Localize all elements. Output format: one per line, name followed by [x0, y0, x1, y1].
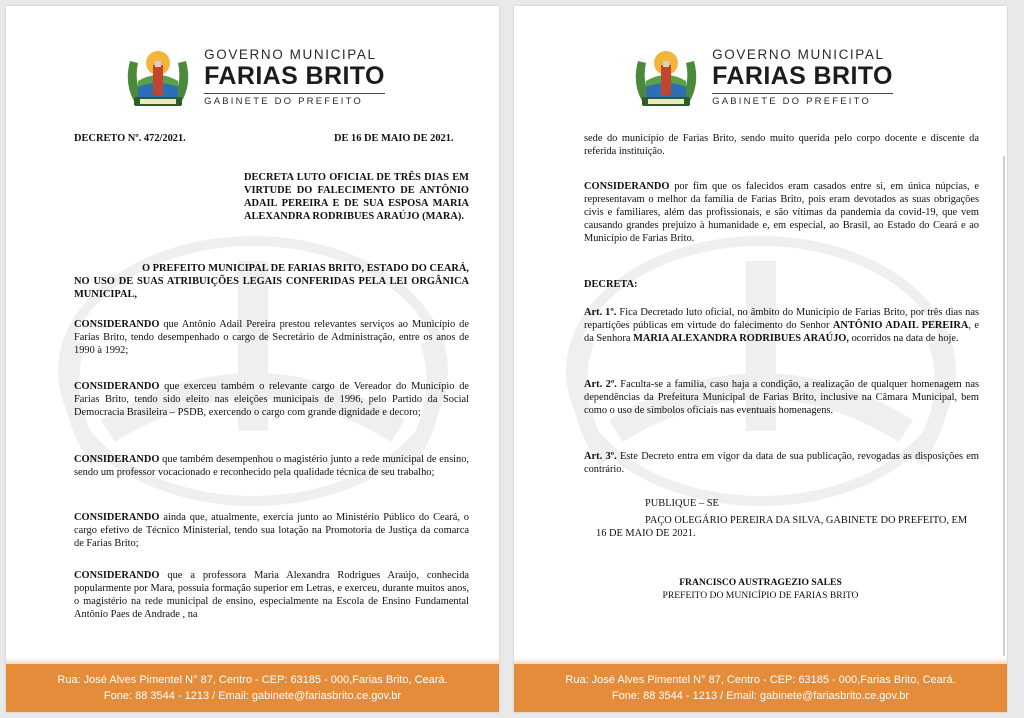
place-and-date: PAÇO OLEGÁRIO PEREIRA DA SILVA, GABINETE DO PREFEITO, EM 16 DE MAIO DE 2021.: [596, 515, 968, 539]
considerando-2: CONSIDERANDO que exerceu também o relevante cargo de Vereador do Município de Farias Brito, tendo sido eleito nas eleições municipais de 1996, pelo Partido da Social Democracia Brasileira – PSDB, exercendo o cargo com grande dignidade e decoro;: [74, 381, 469, 418]
footer-contact: Fone: 88 3544 - 1213 / Email: gabinete@fariasbrito.ce.gov.br: [611, 690, 910, 702]
letterhead-government: GOVERNO MUNICIPAL: [204, 47, 377, 62]
considerando-3: CONSIDERANDO que também desempenhou o magistério junto a rede municipal de ensino, sendo um professor vocacionado e reconhecido pela qualidade técnica de seu trabalho;: [74, 454, 469, 478]
letterhead-office: GABINETE DO PREFEITO: [204, 95, 364, 107]
decree-number: DECRETO Nº. 472/2021.: [74, 133, 186, 144]
footer-address: Rua: José Alves Pimentel N° 87, Centro - CEP: 63185 - 000,Farias Brito, Ceará.: [57, 674, 448, 686]
considerando-4: CONSIDERANDO ainda que, atualmente, exercia junto ao Ministério Público do Ceará, o cargo efetivo de Técnico Ministerial, tendo sua lotação na Promotoria de Justiça da comarca de Farias Brito;: [74, 512, 469, 549]
considerando-5-continuation: sede do município de Farias Brito, sendo muito querida pelo corpo docente e discente da referida instituição.: [584, 133, 979, 157]
footer: [514, 664, 1007, 712]
considerando-1: CONSIDERANDO que Antônio Adail Pereira prestou relevantes serviços ao Município de Farias Brito, tendo desempenhado o cargo de Secretário de Administração, entre os anos de 1990 à 1992;: [74, 319, 469, 356]
article-2: Art. 2º. Faculta-se a família, caso haja a condição, a realização de qualquer homenagem nas dependências da Prefeitura Municipal de Farias Brito, inclusive na Câmara Municipal, bem como o uso de símbolos oficiais nas eventuais homenagens.: [584, 379, 980, 416]
article-1: Art. 1º. Fica Decretado luto oficial, no âmbito do Município de Farias Brito, por três dias nas repartições públicas em virtude do falecimento do Senhor ANTÔNIO ADAIL PEREIRA, e da Senhora MARIA ALEXANDRA RODRIBUES ARAÚJO, ocorridos na data de hoje.: [584, 307, 979, 344]
footer-contact: Fone: 88 3544 - 1213 / Email: gabinete@fariasbrito.ce.gov.br: [103, 690, 402, 702]
letterhead-government: GOVERNO MUNICIPAL: [712, 47, 885, 62]
footer: [6, 664, 499, 712]
decree-ementa: DECRETA LUTO OFICIAL DE TRÊS DIAS EM VIRTUDE DO FALECIMENTO DE ANTÔNIO ADAIL PEREIRA E DE SUA ESPOSA MARIA ALEXANDRA RODRIBUES ARAÚJO (MARA).: [244, 172, 469, 222]
decree-date: DE 16 DE MAIO DE 2021.: [334, 133, 454, 144]
letterhead-office: GABINETE DO PREFEITO: [712, 95, 872, 107]
article-3: Art. 3º. Este Decreto entra em vigor da data de sua publicação, revogadas as disposições em contrário.: [584, 451, 979, 475]
considerando-final: CONSIDERANDO por fim que os falecidos eram casados entre si, em única núpcias, e representavam o melhor da família de Farias Brito, pois eram devotados as suas obrigações civis e familiares, além das profissionais, e são vítimas da pandemia da covid-19, que vem causando grandes prejuizo à humanidade e, em especial, ao Brasil, ao Estado do Ceará e ao Município de Farias Brito.: [584, 181, 979, 244]
signer-title: PREFEITO DO MUNICÍPIO DE FARIAS BRITO: [662, 590, 859, 601]
document-page-left: [6, 6, 499, 712]
letterhead-city: FARIAS BRITO: [712, 61, 893, 90]
decree-preamble: O PREFEITO MUNICIPAL DE FARIAS BRITO, ESTADO DO CEARÁ, NO USO DE SUAS ATRIBUIÇÕES LEGAIS CONFERIDAS PELA LEI ORGÂNICA MUNICIPAL,: [74, 263, 469, 300]
decreta-heading: DECRETA:: [584, 279, 638, 290]
letterhead-city: FARIAS BRITO: [204, 61, 385, 90]
document-page-right: [514, 6, 1007, 712]
publique-se: PUBLIQUE – SE: [645, 498, 719, 509]
footer-address: Rua: José Alves Pimentel N° 87, Centro - CEP: 63185 - 000,Farias Brito, Ceará.: [565, 674, 956, 686]
considerando-5: CONSIDERANDO que a professora Maria Alexandra Rodrigues Araújo, conhecida popularmente por Mara, possuia formação superior em Letras, e exerceu, durante muitos anos, o magistério na rede municipal de ensino, especialmente na Escola de Ensino Fundamental Antônio Paes de Andrade , na: [74, 570, 469, 620]
signer-name: FRANCISCO AUSTRAGEZIO SALES: [679, 577, 842, 588]
